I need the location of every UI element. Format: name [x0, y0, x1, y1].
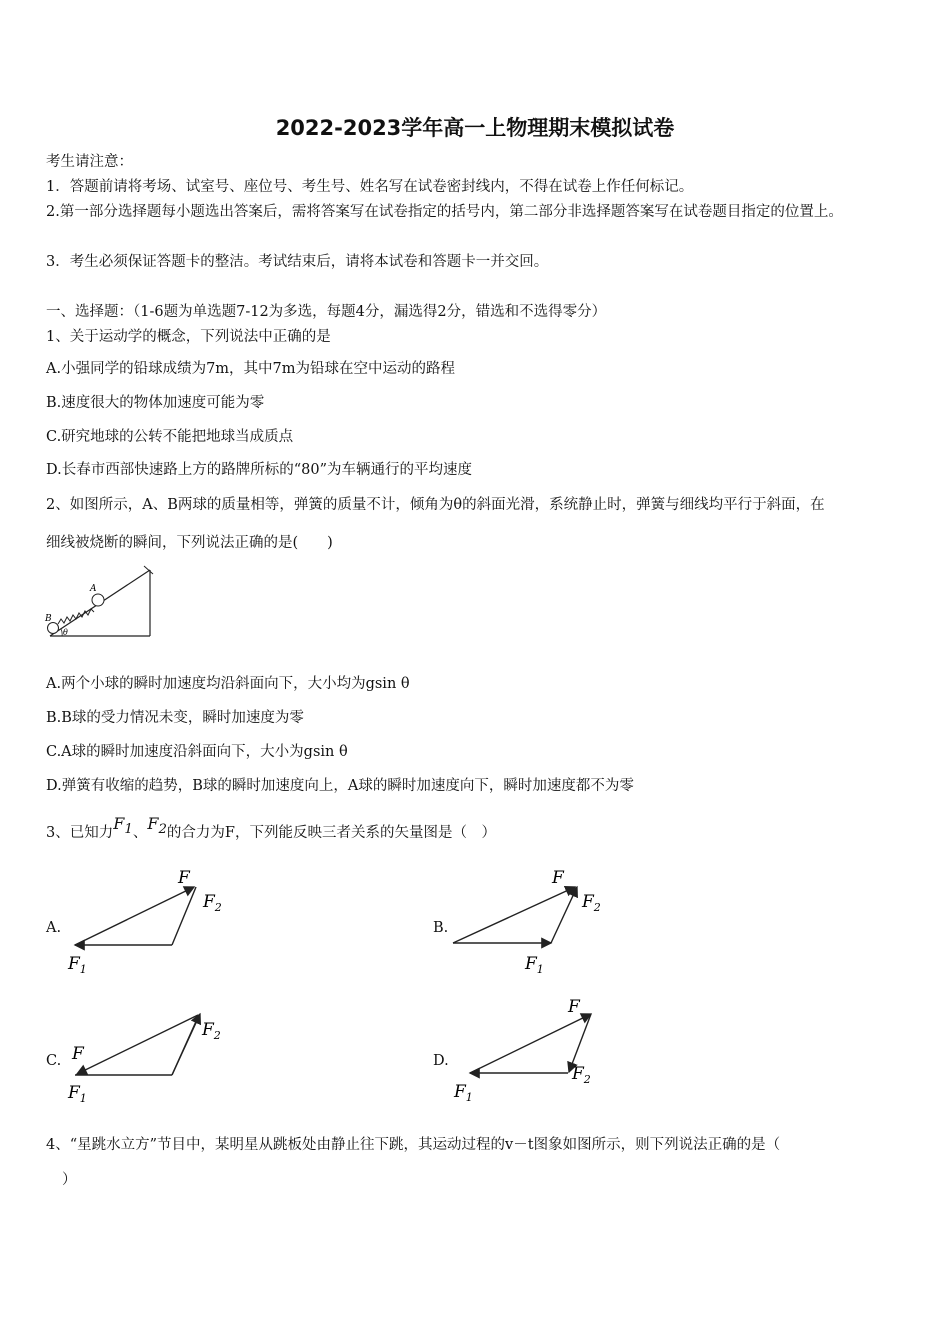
- q2-incline-figure: [40, 560, 160, 645]
- vec-label-f1-letter: F: [525, 954, 537, 974]
- q2-option-a: A.两个小球的瞬时加速度均沿斜面向下，大小均为gsin θ: [46, 676, 410, 692]
- q1-option-d: D.长春市西部快速路上方的路牌所标的“80”为车辆通行的平均速度: [46, 462, 472, 478]
- q1-option-a: A.小强同学的铅球成绩为7m，其中7m为铅球在空中运动的路程: [46, 361, 456, 377]
- vec-label-f1-letter: F: [454, 1082, 466, 1102]
- vec-label-f2-sub: 2: [214, 901, 222, 914]
- vec-label-f2: [202, 892, 222, 914]
- vec-label-f2-sub: 2: [213, 1029, 221, 1042]
- q1-stem: 1、关于运动学的概念，下列说法中正确的是: [46, 329, 331, 345]
- q3-option-c-label: C.: [46, 1053, 62, 1069]
- q1-option-b: B.速度很大的物体加速度可能为零: [46, 395, 265, 411]
- vec-label-f: F: [72, 1044, 84, 1064]
- notice-item-1: 1．答题前请将考场、试室号、座位号、考生号、姓名写在试卷密封线内，不得在试卷上作任何标记。: [46, 179, 694, 195]
- q3-f2-sub: 2: [158, 822, 167, 838]
- vec-label-f1: [67, 1083, 87, 1105]
- q3-stem-part-b: 的合力为F，下列能反映三者关系的矢量图是（ ）: [166, 825, 496, 841]
- section-heading: 一、选择题：（1-6题为单选题7-12为多选，每题4分，漏选得2分，错选和不选得零分）: [46, 304, 607, 320]
- page-title: 2022-2023学年高一上物理期末模拟试卷: [275, 116, 675, 140]
- q2-option-b: B.B球的受力情况未变，瞬时加速度为零: [46, 710, 304, 726]
- vec-label-f2: [201, 1020, 221, 1042]
- q3-sep: 、: [132, 825, 148, 841]
- q3-option-a-diagram: [60, 865, 230, 980]
- vec-label-f1-letter: F: [68, 1083, 80, 1103]
- vec-label-f1-sub: 1: [536, 963, 544, 976]
- vec-label-f1-sub: 1: [79, 963, 87, 976]
- vec-label-f2-letter: F: [572, 1064, 584, 1084]
- q3-stem-part-a: 3、已知力: [46, 825, 114, 841]
- q3-option-b-diagram: [448, 865, 618, 980]
- q3-option-d-label: D.: [433, 1053, 449, 1069]
- vec-label-f: F: [552, 868, 564, 888]
- q3-stem: [46, 814, 910, 850]
- q3-option-d-diagram: [448, 995, 618, 1110]
- notice-item-2: 2.第一部分选择题每小题选出答案后，需将答案写在试卷指定的括号内，第二部分非选择题答案写在试卷题目指定的位置上。: [46, 204, 843, 220]
- vec-label-f1: [524, 954, 544, 976]
- vec-label-f2-letter: F: [582, 892, 594, 912]
- q3-option-b-label: B.: [433, 920, 449, 936]
- vec-label-f2-letter: F: [202, 1020, 214, 1040]
- vec-label-f: F: [568, 997, 580, 1017]
- vec-label-f1: [67, 954, 87, 976]
- q3-f1-sub: 1: [124, 822, 133, 838]
- vec-label-f: F: [178, 868, 190, 888]
- label-b: B: [45, 614, 52, 624]
- q2-option-d: D.弹簧有收缩的趋势，B球的瞬时加速度向上，A球的瞬时加速度向下，瞬时加速度都不为零: [46, 778, 634, 794]
- q3-option-c-diagram: [60, 1000, 230, 1112]
- q2-stem-line1: 2、如图所示，A、B两球的质量相等，弹簧的质量不计，倾角为θ的斜面光滑，系统静止时，弹簧与细线均平行于斜面，在: [46, 497, 825, 513]
- vec-label-f1-sub: 1: [465, 1091, 473, 1104]
- vec-label-f2-letter: F: [203, 892, 215, 912]
- vec-label-f2-sub: 2: [593, 901, 601, 914]
- q2-stem-line2: 细线被烧断的瞬间，下列说法正确的是( ): [46, 535, 333, 551]
- vec-label-f2: [581, 892, 601, 914]
- q4-stem-line2: ）: [62, 1172, 77, 1188]
- vec-label-f2: [571, 1064, 591, 1086]
- q3-f2: [147, 814, 167, 838]
- notice-item-3: 3．考生必须保证答题卡的整洁。考试结束后，请将本试卷和答题卡一并交回。: [46, 254, 549, 270]
- q3-option-a-label: A.: [46, 920, 62, 936]
- label-a: A: [90, 584, 97, 594]
- q3-f2-letter: F: [147, 814, 159, 833]
- vec-label-f1-sub: 1: [79, 1092, 87, 1105]
- vec-label-f1-letter: F: [68, 954, 80, 974]
- q3-f1: [113, 814, 133, 838]
- q4-stem-line1: 4、“星跳水立方”节目中，某明星从跳板处由静止往下跳，其运动过程的v－t图象如图所示，则下列说法正确的是（: [46, 1137, 781, 1153]
- q2-option-c: C.A球的瞬时加速度沿斜面向下，大小为gsin θ: [46, 744, 348, 760]
- label-theta: θ: [63, 628, 68, 637]
- q3-f1-letter: F: [113, 814, 125, 833]
- notice-heading: 考生请注意：: [46, 154, 133, 170]
- vec-label-f2-sub: 2: [583, 1073, 591, 1086]
- vec-label-f1: [453, 1082, 473, 1104]
- q1-option-c: C.研究地球的公转不能把地球当成质点: [46, 429, 294, 445]
